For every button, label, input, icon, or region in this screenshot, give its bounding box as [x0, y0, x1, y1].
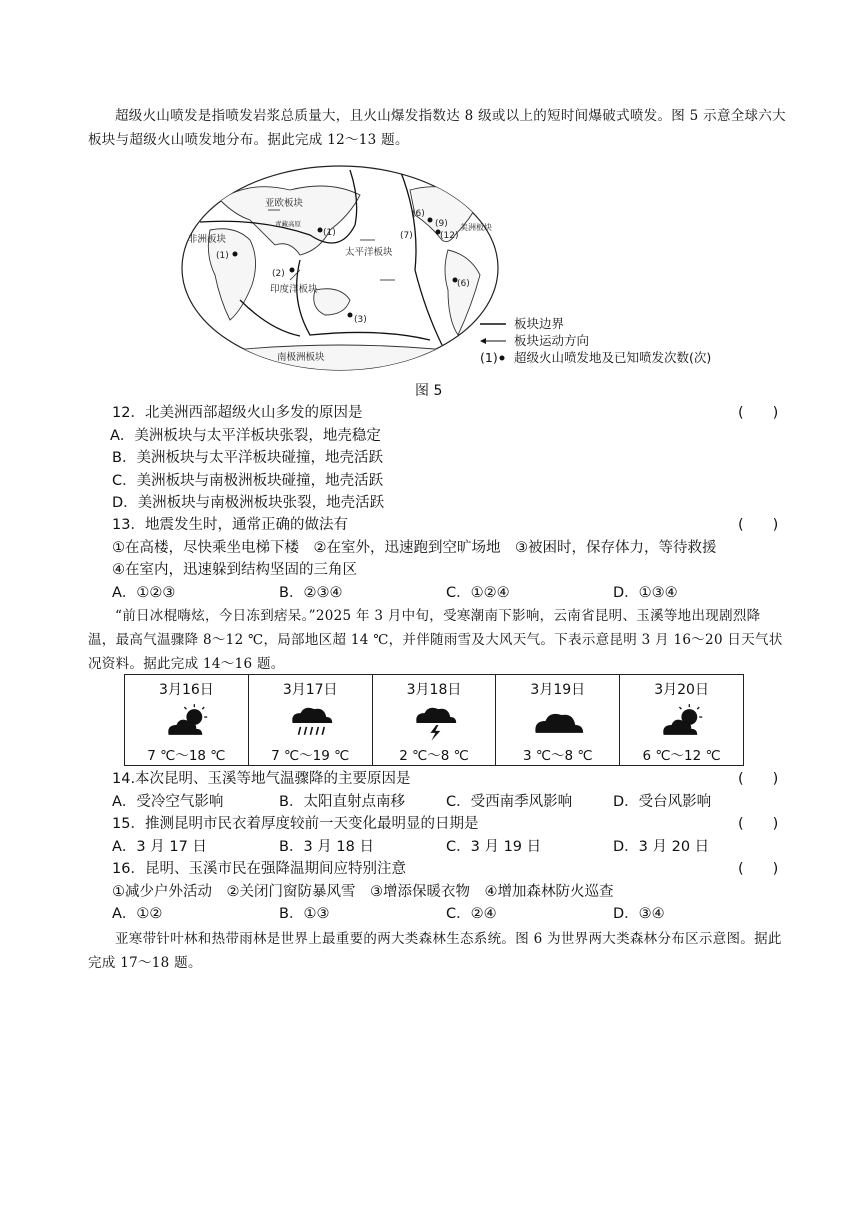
option-b: B．3 月 18 日 — [279, 838, 374, 855]
marker-label: (6) — [412, 209, 425, 219]
option-a: A．①② — [112, 906, 163, 922]
statement-line-2: ④在室内，迅速躲到结构坚固的三角区 — [112, 562, 357, 578]
legend-volcano: 超级火山喷发地及已知喷发次数(次) — [514, 350, 712, 365]
cloud-lightning-icon — [373, 701, 496, 741]
weather-date: 3月19日 — [530, 682, 586, 698]
option-b: B．②③④ — [279, 584, 343, 601]
question-stem: 14.本次昆明、玉溪等地气温骤降的主要原因是 — [112, 771, 411, 787]
volcano-dot — [290, 268, 295, 273]
volcano-dot — [428, 218, 433, 223]
partly-cloudy-sun-icon — [620, 701, 743, 741]
label-qinghai: 青藏高原 — [275, 220, 301, 228]
question-stem: 12．北美洲西部超级火山多发的原因是 — [112, 405, 363, 421]
statement-line-1: ①在高楼，尽快乘坐电梯下楼 ②在室外，迅速跑到空旷场地 ③被困时，保存体力，等待救援 — [112, 539, 717, 556]
option-b: B．太阳直射点南移 — [279, 793, 405, 810]
label-pacific: 太平洋板块 — [345, 247, 393, 258]
option-b: B．美洲板块与太平洋板块碰撞，地壳活跃 — [112, 450, 383, 466]
weather-temp: 6 ℃～12 ℃ — [642, 748, 721, 764]
volcano-dot — [436, 230, 441, 235]
weather-temp: 3 ℃～8 ℃ — [522, 748, 593, 764]
answer-paren: ( ) — [738, 816, 779, 832]
weather-date: 3月20日 — [654, 682, 709, 698]
question-12 — [112, 402, 788, 515]
weather-cell — [373, 675, 497, 765]
cloud-rain-icon — [249, 701, 372, 741]
map-legend — [480, 315, 711, 366]
marker-label: (12) — [440, 231, 459, 241]
marker-label: (9) — [435, 219, 448, 229]
option-d: D．受台风影响 — [613, 793, 712, 810]
legend-motion: 板块运动方向 — [514, 333, 590, 348]
volcano-dot — [318, 228, 323, 233]
legend-boundary: 板块边界 — [514, 316, 565, 331]
option-a: A．美洲板块与太平洋板块张裂，地壳稳定 — [110, 427, 381, 444]
marker-label: (1) — [216, 251, 229, 261]
partly-cloudy-sun-icon — [125, 701, 248, 741]
intro-paragraph-1: 超级火山喷发是指喷发岩浆总质量大，且火山爆发指数达 8 级或以上的短时间爆破式喷发。图 5 示意全球六大板块与超级火山喷发地分布。据此完成 12～13 题。 — [88, 108, 786, 148]
weather-temp: 2 ℃～8 ℃ — [399, 748, 469, 764]
weather-date: 3月18日 — [406, 682, 462, 698]
question-stem: 15．推测昆明市民衣着厚度较前一天变化最明显的日期是 — [112, 816, 479, 832]
weather-cell — [125, 675, 249, 765]
option-c: C．受西南季风影响 — [446, 793, 573, 810]
volcano-dot — [453, 278, 458, 283]
label-indian: 印度洋板块 — [270, 284, 318, 295]
weather-temp: 7 ℃～18 ℃ — [147, 748, 226, 764]
option-a: A．3 月 17 日 — [112, 838, 207, 855]
volcano-dot — [348, 313, 353, 318]
weather-date: 3月17日 — [282, 682, 338, 698]
option-c: C．②④ — [446, 906, 497, 922]
answer-paren: ( ) — [738, 861, 779, 877]
label-american: 美洲板块 — [460, 223, 492, 232]
weather-table — [124, 674, 744, 766]
marker-label: (2) — [272, 269, 285, 279]
intro-paragraph-3: 亚寒带针叶林和热带雨林是世界上最重要的两大类森林生态系统。图 6 为世界两大类森林分布区示意图。据此完成 17～18 题。 — [88, 931, 782, 971]
label-eurasian: 亚欧板块 — [265, 198, 304, 209]
option-d: D．3 月 20 日 — [613, 838, 710, 855]
answer-paren: ( ) — [738, 517, 779, 533]
option-b: B．①③ — [279, 906, 330, 922]
option-c: C．美洲板块与南极洲板块碰撞，地壳活跃 — [112, 472, 384, 489]
marker-label: (6) — [457, 279, 470, 289]
question-13 — [112, 514, 788, 604]
option-a: A．①②③ — [112, 584, 176, 601]
legend-volcano-marker: (1) — [480, 350, 498, 365]
weather-cell — [249, 675, 373, 765]
option-a: A．受冷空气影响 — [112, 793, 224, 810]
marker-label: (3) — [354, 315, 367, 325]
arrow-left-icon — [480, 337, 514, 345]
weather-date: 3月16日 — [159, 682, 214, 698]
question-stem: 16．昆明、玉溪市民在强降温期间应特别注意 — [112, 861, 406, 877]
weather-cell — [620, 675, 743, 765]
statement-line: ①减少户外活动 ②关闭门窗防暴风雪 ③增添保暖衣物 ④增加森林防火巡查 — [112, 883, 614, 900]
cloud-icon — [496, 701, 619, 741]
question-14 — [112, 768, 788, 813]
question-15 — [112, 813, 788, 858]
label-african: 非洲板块 — [188, 234, 227, 245]
weather-temp: 7 ℃～19 ℃ — [271, 748, 350, 764]
option-d: D．美洲板块与南极洲板块张裂，地壳活跃 — [112, 495, 385, 511]
figure-5-caption: 图 5 — [415, 383, 443, 399]
marker-label: (1) — [323, 228, 336, 238]
answer-paren: ( ) — [738, 771, 779, 787]
option-d: D．③④ — [613, 906, 665, 922]
answer-paren: ( ) — [738, 405, 779, 421]
intro-paragraph-2: “前日冰棍嗨炫，今日冻到痞呆。”2025 年 3 月中旬，受寒潮南下影响，云南省昆明、玉溪等地出现剧烈降温，最高气温骤降 8～12 ℃，局部地区超 14 ℃，并伴随雨雪及大风天气。下表示意昆明 3 月 16～20 日天气状况资料。据此完成 14～16 题。 — [88, 608, 783, 672]
weather-cell — [496, 675, 620, 765]
volcano-dot — [233, 252, 238, 257]
option-d: D．①③④ — [613, 584, 678, 601]
option-c: C．①②④ — [446, 584, 510, 601]
question-stem: 13．地震发生时，通常正确的做法有 — [112, 517, 348, 533]
marker-label: (7) — [400, 231, 413, 241]
label-antarctic: 南极洲板块 — [277, 352, 325, 363]
question-16 — [112, 858, 788, 926]
option-c: C．3 月 19 日 — [446, 838, 542, 855]
